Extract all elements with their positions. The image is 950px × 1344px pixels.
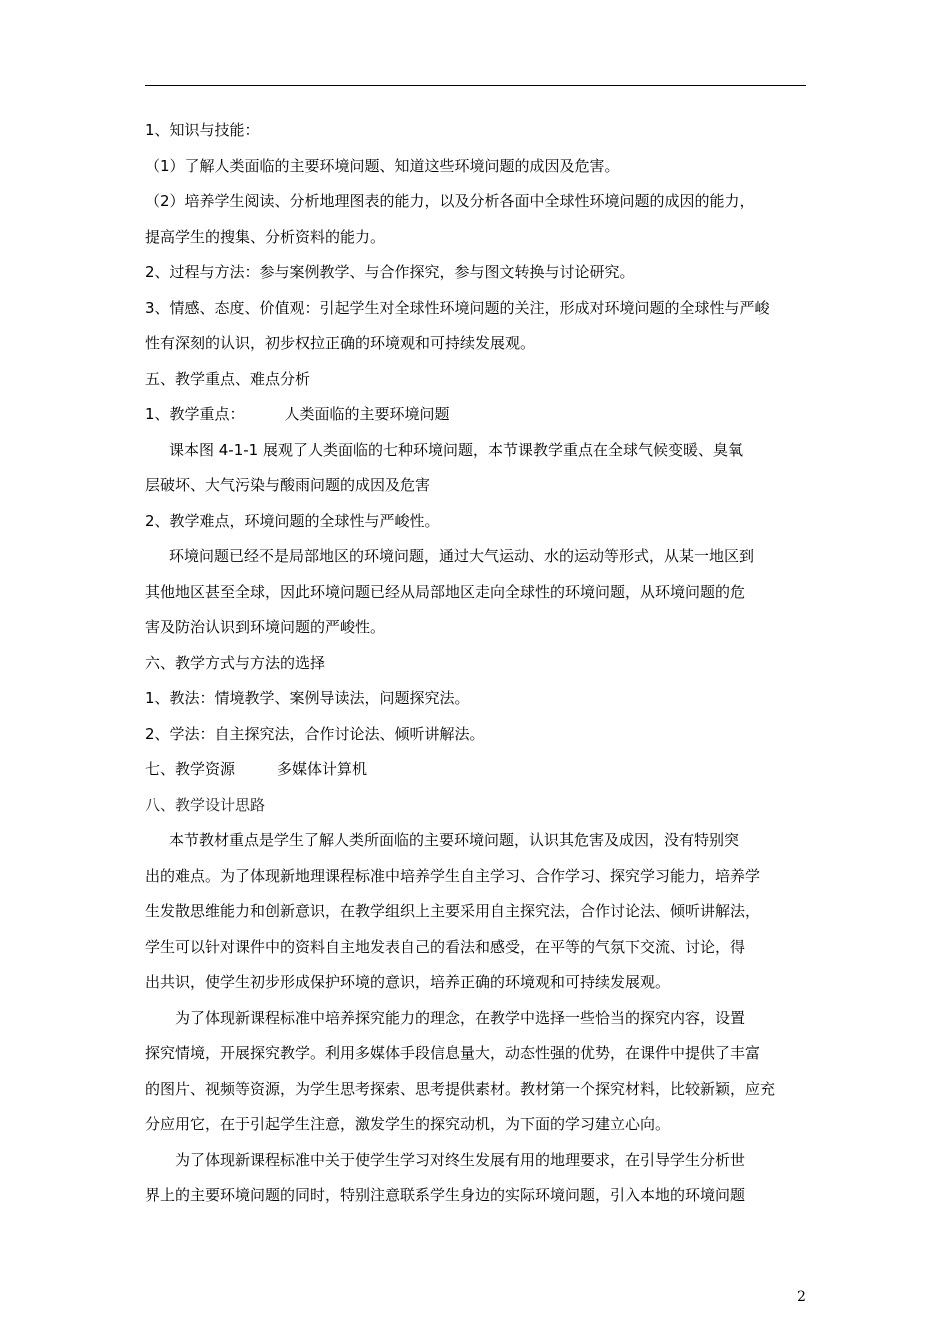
section-heading: 六、教学方式与方法的选择 xyxy=(145,653,326,672)
text-line: 课本图 4-1-1 展观了人类面临的七种环境问题，本节课教学重点在全球气候变暖、臭氧 xyxy=(169,440,743,459)
section-heading: 七、教学资源 xyxy=(145,760,236,778)
document-body xyxy=(145,120,807,1221)
text-line: （2）培养学生阅读、分析地理图表的能力，以及分析各面中全球性环境问题的成因的能力， xyxy=(145,192,755,210)
text-line: 环境问题已经不是局部地区的环境问题，通过大气运动、水的运动等形式，从某一地区到 xyxy=(169,547,755,565)
text-line: 本节教材重点是学生了解人类所面临的主要环境问题，认识其危害及成因，没有特别突 xyxy=(169,831,740,849)
text-line: 分应用它，在于引起学生注意，激发学生的探究动机，为下面的学习建立心向。 xyxy=(145,1115,671,1133)
text-line: 1、知识与技能： xyxy=(145,121,260,139)
text-line: 探究情境，开展探究教学。利用多媒体手段信息量大，动态性强的优势，在课件中提供了丰富 xyxy=(145,1044,761,1062)
text-line: 1、教法：情境教学、案例导读法，问题探究法。 xyxy=(145,689,470,707)
text-line: 出的难点。为了体现新地理课程标准中培养学生自主学习、合作学习、探究学习能力，培养学 xyxy=(145,866,761,885)
header-rule xyxy=(145,85,806,86)
section-heading: 八、教学设计思路 xyxy=(145,795,266,814)
text-line: 2、过程与方法：参与案例教学、与合作探究，参与图文转换与讨论研究。 xyxy=(145,263,635,281)
label-key-point: 1、教学重点： xyxy=(145,405,245,423)
text-line: 害及防治认识到环境问题的严峻性。 xyxy=(145,618,386,636)
text-line: 提高学生的搜集、分析资料的能力。 xyxy=(145,227,386,246)
text-line: 界上的主要环境问题的同时，特别注意联系学生身边的实际环境问题，引入本地的环境问题 xyxy=(145,1186,746,1204)
text-line-with-gap xyxy=(145,404,807,424)
key-point-value: 人类面临的主要环境问题 xyxy=(284,405,450,423)
text-line: 2、教学难点，环境问题的全球性与严峻性。 xyxy=(145,511,440,530)
text-line: （1）了解人类面临的主要环境问题、知道这些环境问题的成因及危害。 xyxy=(145,156,620,175)
text-line: 的图片、视频等资源，为学生思考探索、思考提供素材。教材第一个探究材料，比较新颖，应充 xyxy=(145,1079,776,1098)
text-line: 出共识，使学生初步形成保护环境的意识，培养正确的环境观和可持续发展观。 xyxy=(145,973,671,991)
text-line: 生发散思维能力和创新意识，在教学组织上主要采用自主探究法，合作讨论法、倾听讲解法， xyxy=(145,902,761,920)
text-line: 性有深刻的认识，初步权拉正确的环境观和可持续发展观。 xyxy=(145,334,536,352)
text-line: 为了体现新课程标准中关于使学生学习对终生发展有用的地理要求，在引导学生分析世 xyxy=(175,1150,746,1169)
page-number: 2 xyxy=(797,1289,806,1305)
text-line-with-gap xyxy=(145,759,807,779)
text-line: 层破坏、大气污染与酸雨问题的成因及危害 xyxy=(145,476,431,494)
text-line: 2、学法：自主探究法，合作讨论法、倾听讲解法。 xyxy=(145,724,485,743)
text-line: 3、情感、态度、价值观：引起学生对全球性环境问题的关注，形成对环境问题的全球性与严峻 xyxy=(145,298,770,317)
resource-value: 多媒体计算机 xyxy=(277,760,368,778)
section-heading: 五、教学重点、难点分析 xyxy=(145,369,311,388)
text-line: 为了体现新课程标准中培养探究能力的理念，在教学中选择一些恰当的探究内容，设置 xyxy=(175,1008,746,1027)
text-line: 学生可以针对课件中的资料自主地发表自己的看法和感受，在平等的气氛下交流、讨论，得 xyxy=(145,937,746,956)
text-line: 其他地区甚至全球，因此环境问题已经从局部地区走向全球性的环境问题，从环境问题的危 xyxy=(145,582,746,601)
